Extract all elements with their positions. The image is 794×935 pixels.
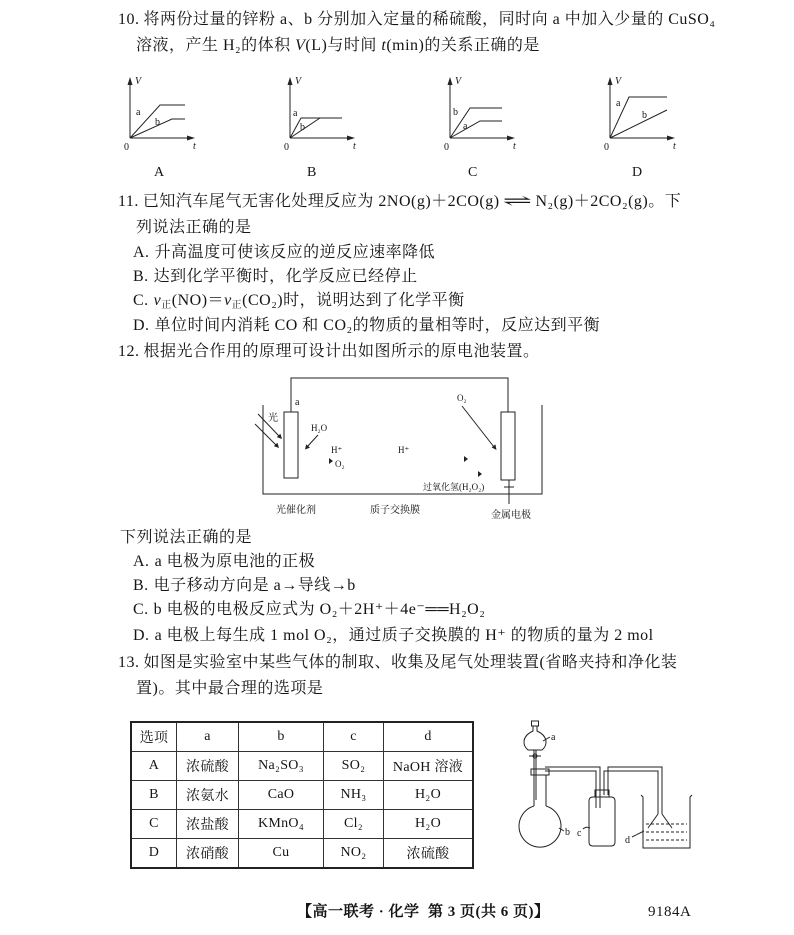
absorption-beaker [641, 795, 692, 848]
graph-b-curve-lower [290, 118, 320, 138]
graph-d-v-arrow [608, 77, 613, 85]
option-text: (NO)＝ [171, 292, 225, 309]
o2-right-label: O₂ [457, 393, 467, 403]
reaction-marker [478, 471, 482, 477]
metal-electrode-label: 金属电极 [491, 510, 531, 521]
q11-number: 11. [118, 193, 139, 210]
table-row [131, 839, 473, 869]
graph-a-label-upper: a [136, 107, 141, 118]
graph-a-t-arrow [187, 136, 195, 141]
collection-bottle [589, 790, 615, 846]
page-footer [297, 902, 550, 922]
q10-stem-text-1: 将两份过量的锌粉 a、b 分别加入定量的稀硫酸，同时向 a 中加入少量的 CuSO₄ [143, 11, 716, 28]
footer-page-number: 第 3 页(共 6 页)】 [428, 904, 550, 920]
table-cell: D [131, 839, 177, 869]
graph-option-c: C [468, 165, 478, 180]
option-label: B. [133, 268, 149, 285]
option-label: A. [133, 553, 150, 570]
q13-number: 13. [118, 654, 140, 671]
graph-d-v-label: V [615, 76, 622, 87]
footer-code: 9184A [648, 904, 692, 920]
option-label: D. [133, 627, 150, 644]
graph-option-d: D [632, 165, 643, 180]
external-wire [291, 378, 508, 412]
table-cell: SO₂ [324, 752, 384, 781]
table-cell: 浓硝酸 [177, 839, 239, 869]
reversible-arrow-icon: ⇌ [502, 193, 533, 210]
electrode-b [501, 412, 515, 480]
table-cell: 浓硫酸 [384, 839, 474, 869]
table-header: a [177, 722, 239, 752]
round-bottom-flask [519, 769, 561, 847]
q10-number: 10. [118, 11, 140, 28]
q12-option-b [133, 576, 356, 596]
table-cell: Na₂SO₃ [239, 752, 324, 781]
apparatus-label-b: b [565, 827, 570, 838]
graph-c-t-label: t [513, 141, 516, 152]
q11-stem-part: N₂(g)＋2CO₂(g)。下 [535, 193, 682, 210]
q12-stem [118, 342, 540, 362]
table-cell: C [131, 810, 177, 839]
graph-b-origin: 0 [284, 142, 289, 153]
q11-stem-line2: 列说法正确的是 [136, 219, 252, 236]
graph-d-origin: 0 [604, 142, 609, 153]
q10-stem-part: (min)的关系正确的是 [386, 37, 540, 54]
graph-c-v-label: V [455, 76, 462, 87]
h2o-label: H₂O [311, 423, 328, 433]
apparatus-label-a: a [551, 732, 556, 743]
light-label: 光 [268, 413, 278, 424]
option-text: 电子移动方向是 a→导线→b [153, 577, 356, 594]
table-cell: Cu [239, 839, 324, 869]
table-cell: 浓氨水 [177, 781, 239, 810]
q12-option-d [133, 626, 654, 646]
table-cell: B [131, 781, 177, 810]
graph-d [604, 76, 676, 153]
table-cell: A [131, 752, 177, 781]
table-header: c [324, 722, 384, 752]
option-label: B. [133, 577, 149, 594]
delivery-tube-2 [604, 767, 662, 814]
graph-c-label-upper: b [453, 107, 458, 118]
graph-a-v-label: V [135, 76, 142, 87]
table-header-row [131, 722, 473, 752]
graph-c-origin: 0 [444, 142, 449, 153]
table-row [131, 752, 473, 781]
option-text: 升高温度可使该反应的逆反应速率降低 [154, 244, 436, 261]
q11-option-a [133, 243, 435, 263]
q10-stem-line1 [118, 10, 715, 30]
graph-b-v-label: V [295, 76, 302, 87]
apparatus-label-d: d [625, 835, 630, 846]
rate-subscript: 正 [161, 300, 172, 311]
h-plus-left-label: H⁺ [331, 445, 343, 455]
q13-stem-text-1: 如图是实验室中某些气体的制取、收集及尾气处理装置(省略夹持和净化装 [143, 654, 678, 671]
option-label: C. [133, 601, 149, 618]
q13-stem-line1 [118, 653, 677, 673]
graph-c [444, 76, 516, 153]
graph-b [284, 76, 356, 153]
o2-left-marker [329, 458, 333, 464]
q12-stem-text: 根据光合作用的原理可设计出如图所示的原电池装置。 [143, 343, 540, 360]
q12-number: 12. [118, 343, 140, 360]
reaction-marker [464, 456, 468, 462]
table-row [131, 810, 473, 839]
graph-a [124, 76, 196, 153]
graph-a-t-label: t [193, 141, 196, 152]
option-text: 达到化学平衡时，化学反应已经停止 [153, 268, 418, 285]
table-cell: KMnO₄ [239, 810, 324, 839]
electrode-a [284, 412, 298, 478]
h2o-arrow [307, 435, 318, 447]
table-cell: 浓盐酸 [177, 810, 239, 839]
table-header: 选项 [131, 722, 177, 752]
h-plus-mid-label: H⁺ [398, 445, 410, 455]
graph-b-v-arrow [288, 77, 293, 85]
q10-stem-part: 溶液，产生 H₂的体积 [136, 37, 296, 54]
graph-b-t-arrow [347, 136, 355, 141]
table-cell: Cl₂ [324, 810, 384, 839]
q13-stem-line2: 置)。其中最合理的选项是 [136, 680, 324, 697]
q11-option-d [133, 316, 600, 336]
q13-options-table [130, 721, 474, 869]
table-cell: NH₃ [324, 781, 384, 810]
graph-d-curve-lower [610, 110, 667, 138]
apparatus-label-c: c [577, 828, 582, 839]
separatory-funnel [524, 721, 546, 800]
option-text: (CO₂)时，说明达到了化学平衡 [242, 292, 465, 309]
rate-subscript: 正 [231, 300, 243, 311]
q12-cell-diagram [250, 370, 550, 522]
delivery-tube-1 [545, 767, 600, 808]
table-cell: CaO [239, 781, 324, 810]
footer-title: 【高一联考 · 化学 [297, 904, 420, 920]
table-header: b [239, 722, 324, 752]
option-text: a 电极上每生成 1 mol O₂，通过质子交换膜的 H⁺ 的物质的量为 2 mol [154, 627, 654, 644]
table-cell: NO₂ [324, 839, 384, 869]
table-header: d [384, 722, 474, 752]
graph-b-label-upper: a [293, 108, 298, 119]
graph-c-label-lower: a [463, 121, 468, 132]
graph-b-t-label: t [353, 141, 356, 152]
label-a-pointer [543, 737, 550, 741]
q11-option-b [133, 267, 418, 287]
option-text: b 电极的电极反应式为 O₂＋2H⁺＋4e⁻══H₂O₂ [153, 601, 486, 618]
q10-graphs [0, 60, 794, 185]
graph-d-label-lower: b [642, 110, 647, 121]
q10-var-v: V [295, 37, 306, 54]
graph-a-origin: 0 [124, 142, 129, 153]
graph-c-v-arrow [448, 77, 453, 85]
graph-option-a: A [154, 165, 165, 180]
q10-stem-part: (L)与时间 [305, 37, 382, 54]
q11-option-c [133, 291, 465, 311]
rate-symbol: v [224, 292, 232, 309]
o2-right-arrow [462, 406, 494, 447]
graph-d-t-arrow [667, 136, 675, 141]
rate-symbol: v [153, 292, 162, 309]
graph-d-t-label: t [673, 141, 676, 152]
graph-c-t-arrow [507, 136, 515, 141]
table-cell: H₂O [384, 810, 474, 839]
graph-b-label-lower: b [300, 122, 305, 133]
option-text: a 电极为原电池的正极 [154, 553, 316, 570]
table-cell: NaOH 溶液 [384, 752, 474, 781]
electrode-a-label: a [295, 397, 300, 408]
q10-stem-line2 [136, 36, 540, 56]
q12-option-c [133, 600, 485, 620]
q11-stem-line1 [118, 192, 681, 212]
membrane-label: 质子交换膜 [370, 505, 420, 516]
q13-apparatus [510, 715, 700, 860]
graph-d-label-upper: a [616, 98, 621, 109]
q12-option-a [133, 552, 315, 572]
option-label: A. [133, 244, 150, 261]
option-label: D. [133, 317, 150, 334]
graph-option-b: B [307, 165, 317, 180]
catalyst-label: 光催化剂 [276, 505, 316, 516]
q12-prompt: 下列说法正确的是 [120, 529, 253, 546]
q11-stem-part: 已知汽车尾气无害化处理反应为 2NO(g)＋2CO(g) [142, 193, 500, 210]
o2-left-label: O₂ [335, 459, 345, 469]
table-cell: H₂O [384, 781, 474, 810]
table-cell: 浓硫酸 [177, 752, 239, 781]
option-label: C. [133, 292, 149, 309]
label-d-pointer [632, 831, 644, 837]
graph-c-curve-lower [450, 121, 502, 138]
h2o2-label: 过氧化氢(H₂O₂) [423, 482, 485, 492]
q10-var-t: t [381, 37, 387, 54]
graph-a-label-lower: b [155, 117, 160, 128]
table-row [131, 781, 473, 810]
option-text: 单位时间内消耗 CO 和 CO₂的物质的量相等时，反应达到平衡 [154, 317, 601, 334]
graph-a-v-arrow [128, 77, 133, 85]
